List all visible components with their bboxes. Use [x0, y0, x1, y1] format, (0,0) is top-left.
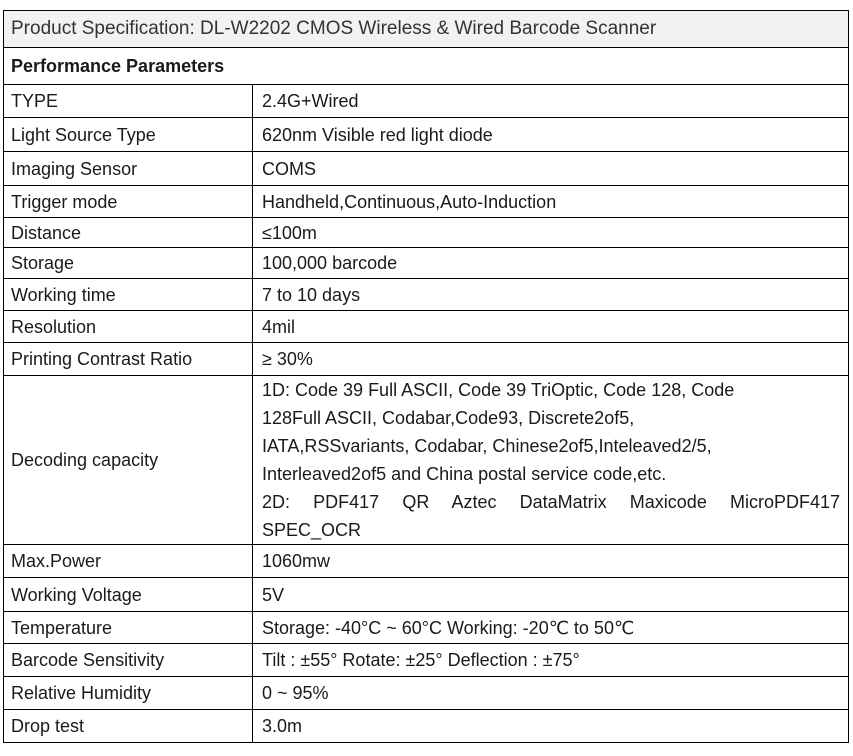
- decoding-line: Interleaved2of5 and China postal service code,etc.: [262, 464, 667, 484]
- spec-row-working-voltage: [4, 578, 849, 612]
- spec-row-resolution: [4, 311, 849, 343]
- spec-label: Decoding capacity: [4, 376, 253, 545]
- spec-value: 620nm Visible red light diode: [253, 118, 849, 152]
- spec-row-imaging-sensor: [4, 152, 849, 186]
- decoding-value: [253, 376, 849, 545]
- spec-row-relative-humidity: [4, 677, 849, 710]
- decoding-line: 2D: PDF417 QR Aztec DataMatrix Maxicode MicroPDF417: [262, 492, 841, 512]
- spec-value: Handheld,Continuous,Auto-Induction: [253, 186, 849, 218]
- spec-value: 5V: [253, 578, 849, 612]
- spec-label: Barcode Sensitivity: [4, 644, 253, 677]
- spec-label: Temperature: [4, 612, 253, 644]
- spec-label: Relative Humidity: [4, 677, 253, 710]
- spec-value: 7 to 10 days: [253, 279, 849, 311]
- decoding-line: 1D: Code 39 Full ASCII, Code 39 TriOptic, Code 128, Code: [262, 380, 735, 400]
- spec-table: [3, 10, 849, 743]
- spec-row-drop-test: [4, 710, 849, 743]
- title-row: [4, 11, 849, 48]
- spec-value: Storage: -40°C ~ 60°C Working: -20℃ to 50℃: [253, 612, 849, 644]
- spec-value: 3.0m: [253, 710, 849, 743]
- spec-row-temperature: [4, 612, 849, 644]
- section-row: [4, 48, 849, 85]
- spec-label: Working Voltage: [4, 578, 253, 612]
- spec-value: 4mil: [253, 311, 849, 343]
- page-title: Product Specification: DL-W2202 CMOS Wireless & Wired Barcode Scanner: [4, 11, 849, 48]
- spec-label: Working time: [4, 279, 253, 311]
- spec-row-working-time: [4, 279, 849, 311]
- spec-label: Resolution: [4, 311, 253, 343]
- spec-value: 0 ~ 95%: [253, 677, 849, 710]
- spec-value: Tilt : ±55° Rotate: ±25° Deflection : ±75°: [253, 644, 849, 677]
- section-heading: Performance Parameters: [4, 48, 849, 85]
- spec-row-max-power: [4, 545, 849, 578]
- spec-row-decoding-capacity: [4, 376, 849, 545]
- decoding-line: SPEC_OCR: [262, 520, 362, 540]
- spec-row-contrast-ratio: [4, 343, 849, 376]
- spec-label: Printing Contrast Ratio: [4, 343, 253, 376]
- spec-row-light-source: [4, 118, 849, 152]
- spec-label: Trigger mode: [4, 186, 253, 218]
- decoding-line: IATA,RSSvariants, Codabar, Chinese2of5,Inteleaved2/5,: [262, 436, 712, 456]
- spec-row-distance: [4, 218, 849, 248]
- spec-label: Storage: [4, 248, 253, 279]
- spec-value: ≤100m: [253, 218, 849, 248]
- spec-row-storage: [4, 248, 849, 279]
- spec-value: 1060mw: [253, 545, 849, 578]
- spec-label: Drop test: [4, 710, 253, 743]
- spec-label: Max.Power: [4, 545, 253, 578]
- spec-label: TYPE: [4, 85, 253, 118]
- decoding-line: 128Full ASCII, Codabar,Code93, Discrete2of5,: [262, 408, 635, 428]
- spec-row-type: [4, 85, 849, 118]
- spec-label: Distance: [4, 218, 253, 248]
- spec-label: Imaging Sensor: [4, 152, 253, 186]
- spec-value: 100,000 barcode: [253, 248, 849, 279]
- spec-row-barcode-sensitivity: [4, 644, 849, 677]
- spec-value: COMS: [253, 152, 849, 186]
- spec-value: ≥ 30%: [253, 343, 849, 376]
- spec-label: Light Source Type: [4, 118, 253, 152]
- spec-row-trigger-mode: [4, 186, 849, 218]
- spec-value: 2.4G+Wired: [253, 85, 849, 118]
